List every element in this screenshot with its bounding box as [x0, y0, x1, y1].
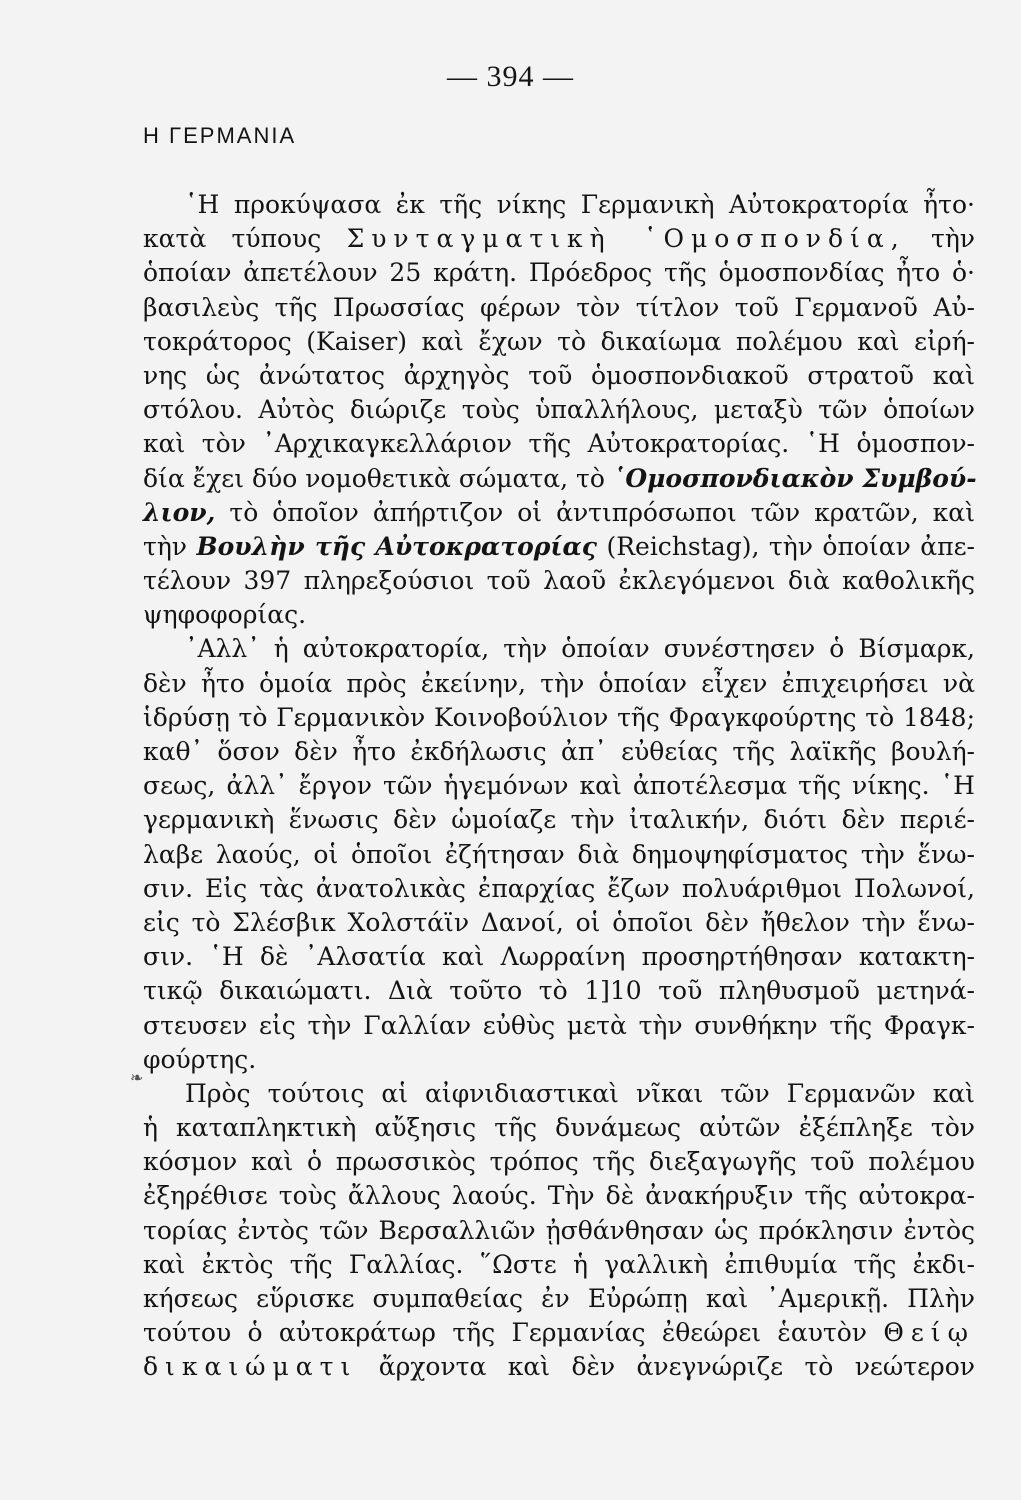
text-segment: κατὰ τύπους	[143, 224, 347, 254]
text-line	[143, 1350, 975, 1384]
text-line: ὁποίαν ἀπετέλουν 25 κράτη. Πρόεδρος τῆς ὁμοσπονδίας ἦτο ὁ·	[143, 258, 975, 288]
text-line: σιν. Εἰς τὰς ἀνατολικὰς ἐπαρχίας ἔζων πολυάριθμοι Πολωνοί,	[143, 873, 975, 903]
text-line: ἐξηρέθισε τοὺς ἄλλους λαούς. Τὴν δὲ ἀνακήρυξιν τῆς αὐτοκρα-	[143, 1181, 975, 1211]
text-line	[143, 1316, 975, 1350]
text-line: εἰς τὸ Σλέσβικ Χολστάϊν Δανοί, οἱ ὁποῖοι δὲν ἤθελον τὴν ἕνω-	[143, 907, 975, 937]
text-line: γερμανικὴ ἕνωσις δὲν ὡμοίαζε τὴν ἰταλικήν, διότι δὲν περιέ-	[143, 805, 975, 835]
body-text	[143, 188, 975, 1385]
emphasized-text: λιον,	[143, 497, 216, 527]
text-line: τικῷ δικαιώματι. Διὰ τοῦτο τὸ 1]10 τοῦ πληθυσμοῦ μετηνά-	[143, 976, 975, 1006]
emphasized-text: Βουλὴν τῆς Αὐτοκρατορίας	[196, 531, 597, 561]
text-segment: ἄρχοντα καὶ δὲν ἀνεγνώριζε τὸ νεώτερον	[357, 1352, 975, 1382]
page-number: — 394 —	[447, 60, 574, 93]
text-line	[143, 496, 975, 530]
emphasized-text: Συνταγματικὴ ῾Ομοσπονδία,	[346, 224, 906, 254]
text-segment: τὴν	[905, 224, 976, 254]
text-segment: τούτου ὁ αὐτοκράτωρ τῆς Γερμανίας ἐθεώρει ἑαυτὸν	[143, 1318, 884, 1348]
text-line: τορίας ἐντὸς τῶν Βερσαλλιῶν ᾐσθάνθησαν ὡς πρόκλησιν ἐντὸς	[143, 1215, 975, 1245]
text-segment: δία ἔχει δύο νομοθετικὰ σώματα, τὸ	[143, 463, 613, 493]
text-line	[143, 462, 975, 496]
text-line: φούρτης.	[143, 1044, 257, 1074]
text-line: ψηφοφορίας.	[143, 600, 307, 630]
text-line: τέλουν 397 πληρεξούσιοι τοῦ λαοῦ ἐκλεγόμενοι διὰ καθολικῆς	[143, 566, 975, 596]
emphasized-text: Θείῳ	[883, 1318, 975, 1348]
text-line: στευσεν εἰς τὴν Γαλλίαν εὐθὺς μετὰ τὴν συνθήκην τῆς Φραγκ-	[143, 1010, 975, 1040]
text-line: κήσεως εὕρισκε συμπαθείας ἐν Εὐρώπῃ καὶ ᾿Αμερικῇ. Πλὴν	[143, 1284, 975, 1313]
text-line	[143, 222, 975, 256]
text-line: ᾿Αλλ᾿ ἡ αὐτοκρατορία, τὴν ὁποίαν συνέστησεν ὁ Βίσμαρκ,	[185, 634, 975, 664]
text-line: σεως, ἀλλ᾿ ἔργον τῶν ἡγεμόνων καὶ ἀποτέλεσμα τῆς νίκης. ῾Η	[143, 771, 975, 801]
running-title: Η ΓΕΡΜΑΝΙΑ	[143, 123, 297, 148]
text-line: βασιλεὺς τῆς Πρωσσίας φέρων τὸν τίτλον τοῦ Γερμανοῦ Αὐ-	[143, 292, 975, 322]
emphasized-text: ῾Ομοσπονδιακὸν Συμβού-	[612, 463, 977, 493]
text-segment: τὴν	[143, 531, 197, 561]
text-line: τοκράτορος (Kaiser) καὶ ἔχων τὸ δικαίωμα πολέμου καὶ εἰρή-	[143, 326, 975, 356]
text-line: καὶ τὸν ᾿Αρχικαγκελλάριον τῆς Αὐτοκρατορίας. ῾Η ὁμοσπον-	[143, 429, 975, 459]
text-line: ἡ καταπληκτικὴ αὔξησις τῆς δυνάμεως αὐτῶν ἐξέπληξε τὸν	[143, 1113, 975, 1143]
text-line: στόλου. Αὐτὸς διώριζε τοὺς ὑπαλλήλους, μεταξὺ τῶν ὁποίων	[143, 395, 975, 425]
margin-ornament-icon: ❧	[130, 1068, 144, 1087]
text-line: καὶ ἐκτὸς τῆς Γαλλίας. ῞Ωστε ἡ γαλλικὴ ἐπιθυμία τῆς ἐκδι-	[143, 1249, 975, 1279]
text-line: δὲν ἦτο ὁμοία πρὸς ἐκείνην, τὴν ὁποίαν εἶχεν ἐπιχειρήσει νὰ	[143, 668, 975, 698]
text-line: καθ᾿ ὅσον δὲν ἦτο ἐκδήλωσις ἀπ᾿ εὐθείας τῆς λαϊκῆς βουλή-	[143, 737, 975, 766]
text-line: λαβε λαούς, οἱ ὁποῖοι ἐζήτησαν διὰ δημοψηφίσματος τὴν ἕνω-	[143, 839, 975, 869]
text-line: Πρὸς τούτοις αἱ αἰφνιδιαστικαὶ νῖκαι τῶν Γερμανῶν καὶ	[185, 1078, 975, 1108]
text-line: ῾Η προκύψασα ἐκ τῆς νίκης Γερμανικὴ Αὐτοκρατορία ἦτο·	[185, 190, 975, 219]
text-line	[143, 530, 975, 564]
text-line: νης ὡς ἀνώτατος ἀρχηγὸς τοῦ ὁμοσπονδιακοῦ στρατοῦ καὶ	[143, 360, 975, 390]
emphasized-text: δικαιώματι	[143, 1352, 358, 1382]
text-segment: (Reichstag), τὴν ὁποίαν ἀπε-	[596, 531, 976, 561]
text-line: κόσμον καὶ ὁ πρωσσικὸς τρόπος τῆς διεξαγωγῆς τοῦ πολέμου	[143, 1147, 975, 1177]
text-segment: τὸ ὁποῖον ἀπήρτιζον οἱ ἀντιπρόσωποι τῶν κρατῶν, καὶ	[215, 497, 975, 527]
text-line: ἱδρύσῃ τὸ Γερμανικὸν Κοινοβούλιον τῆς Φραγκφούρτης τὸ 1848;	[143, 702, 975, 732]
text-line: σιν. ῾Η δὲ ᾿Αλσατία καὶ Λωρραίνη προσηρτήθησαν κατακτη-	[143, 942, 975, 972]
